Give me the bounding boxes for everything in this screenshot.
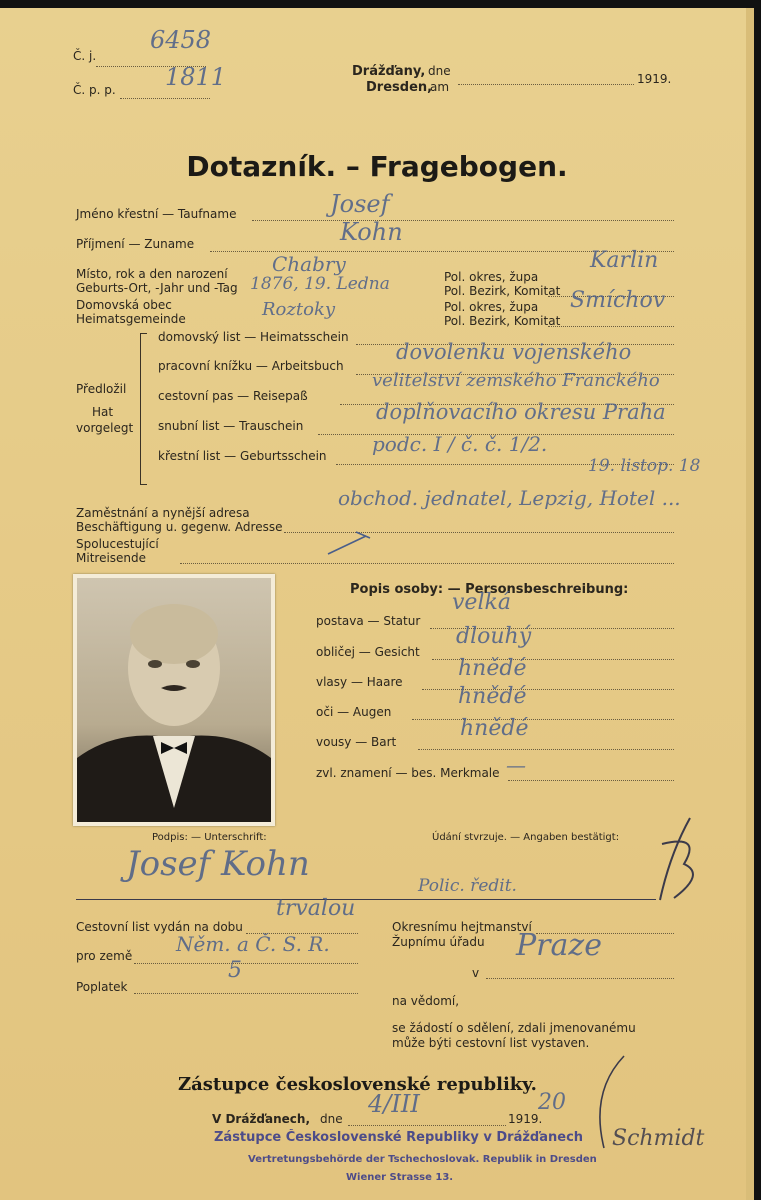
popis-value-haare: hnědé (458, 656, 527, 681)
misto-label-2: Geburts-Ort, -Jahr und -Tag (76, 281, 238, 295)
zadost-line-1: se žádostí o sdělení, zdali jmenovanému (392, 1021, 636, 1035)
misto-value-2: 1876, 19. Ledna (250, 274, 390, 294)
pol-okres-label-4: Pol. Bezirk, Komitat (444, 314, 561, 328)
spolucestujici-label-2: Mitreisende (76, 551, 147, 565)
misto-label-1: Místo, rok a den narození (76, 267, 228, 281)
predlozil-label-3: vorgelegt (76, 421, 134, 435)
udani-label: Údání stvrzuje. — Angaben bestätigt: (432, 832, 620, 843)
pol-okres-line-2 (548, 326, 674, 327)
jmeno-label: Jméno křestní — Taufname (76, 207, 237, 221)
popis-line-merkmale (508, 780, 674, 781)
predlozil-hw-3: doplňovacího okresu Praha (376, 400, 666, 424)
domovska-value: Roztoky (262, 299, 336, 320)
footer-year: 1919. (508, 1112, 543, 1126)
jmeno-value: Josef (330, 190, 390, 218)
domovska-label-1: Domovská obec (76, 298, 172, 312)
predlozil-hw-5: 19. listop. 18 (588, 456, 701, 476)
popis-label-gesicht: obličej — Gesicht (316, 645, 420, 659)
popis-value-statur: velká (452, 590, 511, 615)
prijmeni-label: Příjmení — Zuname (76, 237, 195, 251)
cpp-line (120, 98, 210, 99)
popis-label-statur: postava — Statur (316, 614, 421, 628)
spolucestujici-dash-mark (326, 528, 376, 558)
date-line (458, 84, 634, 85)
v-label: v (472, 966, 480, 980)
popis-value-bart: hnědé (460, 716, 529, 741)
popis-label-augen: oči — Augen (316, 705, 392, 719)
pol-okres-value-1: Karlin (590, 248, 659, 273)
pol-okres-label-3: Pol. okres, župa (444, 300, 539, 314)
spolucestujici-label-1: Spolucestující (76, 537, 159, 551)
predlozil-item-4: snubní list — Trauschein (158, 419, 304, 433)
cj-value: 6458 (150, 26, 212, 54)
footer-dne: dne (320, 1112, 343, 1126)
zamestnani-value: obchod. jednatel, Lepzig, Hotel ... (338, 486, 681, 510)
predlozil-item-2: pracovní knížku — Arbeitsbuch (158, 359, 344, 373)
zeme-label: pro země (76, 949, 133, 963)
domovska-label-2: Heimatsgemeinde (76, 312, 186, 326)
city-cz: Drážďany, (352, 64, 426, 79)
document-page (0, 8, 754, 1200)
footer-title: Zástupce československé republiky. (178, 1074, 537, 1095)
popis-label-haare: vlasy — Haare (316, 675, 403, 689)
pol-okres-label-2: Pol. Bezirk, Komitat (444, 284, 561, 298)
popis-label-bart: vousy — Bart (316, 735, 397, 749)
popis-line-bart (418, 749, 674, 750)
predlozil-hw-2: velitelství zemského Franckého (372, 370, 660, 391)
footer-sign-hw: Schmidt (612, 1126, 705, 1151)
city-de: Dresden, (366, 80, 433, 95)
predlozil-label-2: Hat (92, 405, 114, 419)
footer-year-hw: 20 (538, 1090, 566, 1115)
zeme-value: Něm. a Č. S. R. (176, 932, 330, 956)
spolucestujici-line (180, 563, 674, 564)
okresnimu-label: Okresnímu hejtmanství (392, 920, 532, 934)
cj-label: Č. j. (73, 49, 97, 63)
vydan-value: trvalou (276, 896, 356, 921)
predlozil-item-3: cestovní pas — Reisepaß (158, 389, 308, 403)
section-divider (76, 899, 656, 900)
polic-hw: Polic. ředit. (418, 876, 517, 896)
popis-value-gesicht: dlouhý (456, 624, 532, 649)
prijmeni-value: Kohn (340, 218, 403, 246)
footer-date-hw: 4/III (368, 1090, 420, 1118)
poplatek-value: 5 (228, 958, 242, 983)
popis-value-merkmale: — (506, 753, 526, 777)
portrait-photo (73, 574, 275, 826)
misto-value-1: Chabry (272, 252, 346, 276)
footer-v-drazdanech: V Drážďanech, (212, 1112, 311, 1126)
stamp-line-3: Wiener Strasse 13. (346, 1172, 454, 1183)
page-title: Dotazník. – Fragebogen. (186, 150, 568, 183)
city-cz-dne: dne (428, 64, 451, 78)
popis-value-augen: hnědé (458, 684, 527, 709)
jmeno-line (252, 220, 674, 221)
cpp-value: 1811 (165, 63, 227, 91)
predlozil-item-5: křestní list — Geburtsschein (158, 449, 327, 463)
predlozil-bracket (140, 333, 147, 485)
zupnimu-label: Župnímu úřadu (392, 935, 485, 949)
stamp-line-1: Zástupce Československé Republiky v Drážďanech (214, 1130, 584, 1145)
predlozil-hw-4: podc. I / č. č. 1/2. (372, 432, 548, 456)
popis-line-augen (412, 719, 674, 720)
stamp-line-2: Vertretungsbehörde der Tschechoslovak. Republik in Dresden (248, 1154, 597, 1165)
popis-heading: Popis osoby: — Personsbeschreibung: (350, 582, 629, 597)
na-vedomi: na vědomí, (392, 994, 460, 1008)
udani-signature-mark (650, 814, 710, 904)
cpp-label: Č. p. p. (73, 83, 116, 97)
paper-edge (746, 8, 754, 1200)
poplatek-label: Poplatek (76, 980, 128, 994)
footer-date-line (348, 1125, 506, 1126)
predlozil-hw-1: dovolenku vojenského (396, 340, 632, 364)
portrait-figure (77, 578, 271, 822)
poplatek-line (134, 993, 358, 994)
pol-okres-value-2: Smíchov (570, 288, 666, 313)
predlozil-label-1: Předložil (76, 382, 127, 396)
v-line (486, 978, 674, 979)
popis-label-merkmale: zvl. znamení — bes. Merkmale (316, 766, 500, 780)
praze-hw: Praze (516, 928, 602, 963)
portrait-image-area (77, 578, 271, 822)
podpis-value: Josef Kohn (126, 844, 310, 884)
vydan-label: Cestovní list vydán na dobu (76, 920, 243, 934)
podpis-label: Podpis: — Unterschrift: (152, 832, 267, 843)
zadost-line-2: může býti cestovní list vystaven. (392, 1036, 590, 1050)
city-de-am: am (430, 80, 450, 94)
header-year: 1919. (637, 72, 672, 86)
zamestnani-label-1: Zaměstnání a nynější adresa (76, 506, 250, 520)
zeme-line (134, 963, 358, 964)
predlozil-item-1: domovský list — Heimatsschein (158, 330, 349, 344)
pol-okres-label-1: Pol. okres, župa (444, 270, 539, 284)
zamestnani-label-2: Beschäftigung u. gegenw. Adresse (76, 520, 283, 534)
